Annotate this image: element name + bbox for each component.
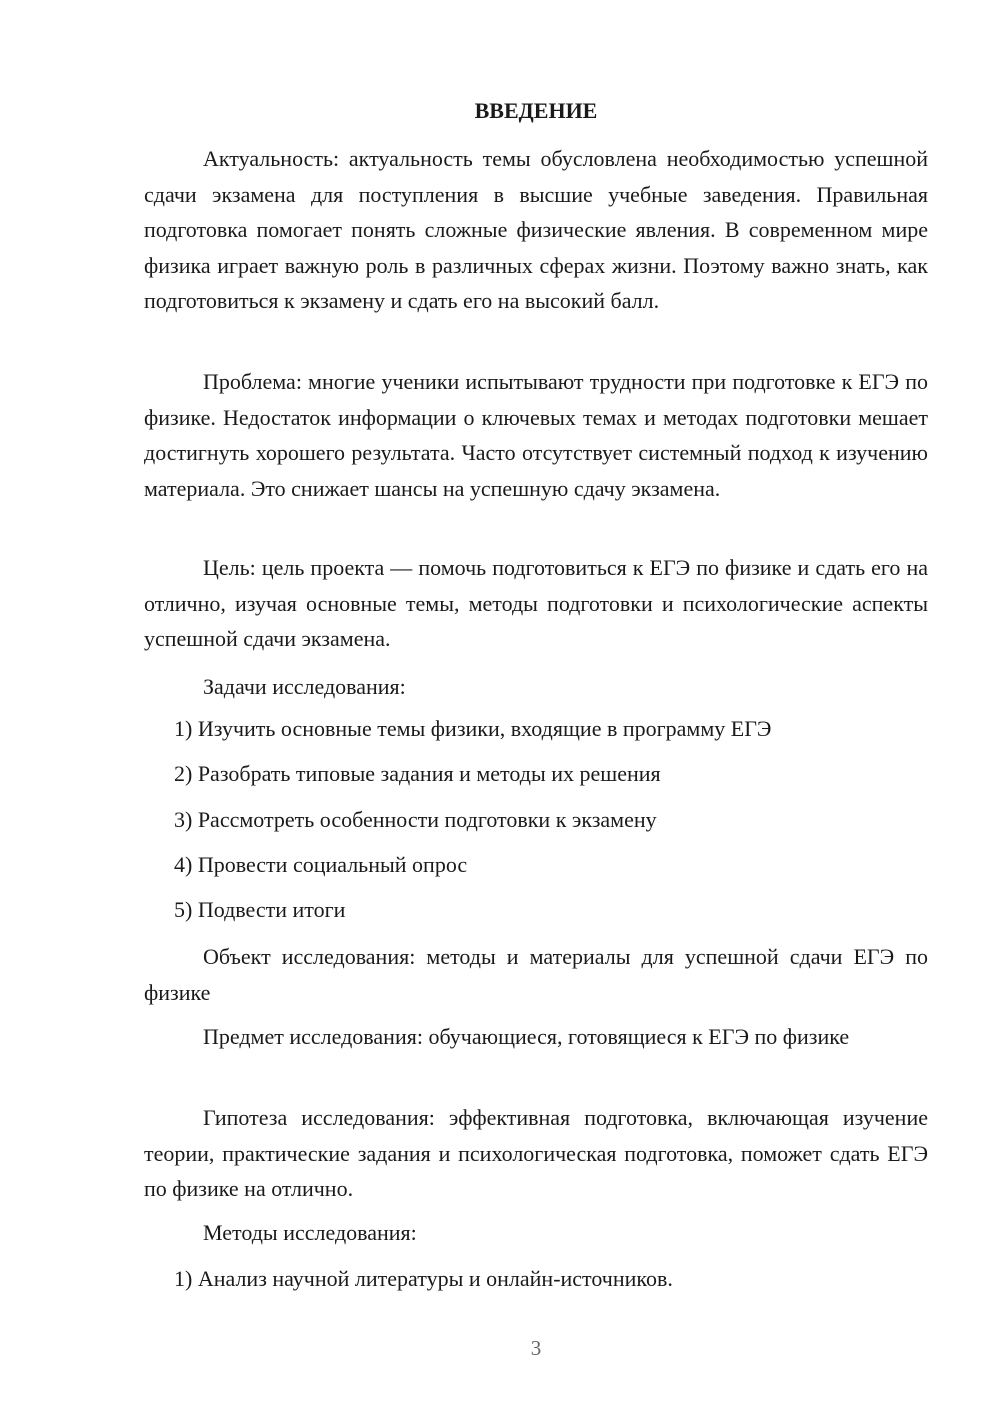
- paragraph-object: Объект исследования: методы и материалы для успешной сдачи ЕГЭ по физике: [144, 944, 928, 1005]
- task-item: 2) Разобрать типовые задания и методы их решения: [174, 761, 661, 786]
- task-item: 5) Подвести итоги: [174, 897, 346, 922]
- paragraph-problem: Проблема: многие ученики испытывают трудности при подготовке к ЕГЭ по физике. Недостаток информации о ключевых темах и методах подготовки мешает достигнуть хорошего результата. Часто отсутствует системный подход к изучению материала. Это снижает шансы на успешную сдачу экзамена.: [144, 369, 928, 501]
- methods-heading: Методы исследования:: [203, 1220, 417, 1245]
- paragraph-hypothesis: Гипотеза исследования: эффективная подготовка, включающая изучение теории, практические задания и психологическая подготовка, поможет сдать ЕГЭ по физике на отлично.: [144, 1105, 928, 1201]
- task-item: 3) Рассмотреть особенности подготовки к экзамену: [174, 807, 657, 832]
- paragraph-subject: Предмет исследования: обучающиеся, готовящиеся к ЕГЭ по физике: [203, 1024, 850, 1049]
- method-item: 1) Анализ научной литературы и онлайн-источников.: [174, 1266, 673, 1291]
- paragraph-goal: Цель: цель проекта — помочь подготовиться к ЕГЭ по физике и сдать его на отлично, изучая основные темы, методы подготовки и психологические аспекты успешной сдачи экзамена.: [144, 555, 928, 651]
- task-item: 4) Провести социальный опрос: [174, 852, 468, 877]
- paragraph-relevance: Актуальность: актуальность темы обусловлена необходимостью успешной сдачи экзамена для поступления в высшие учебные заведения. Правильная подготовка помогает понять сложные физические явления. В современном мире физика играет важную роль в различных сферах жизни. Поэтому важно знать, как подготовиться к экзамену и сдать его на высокий балл.: [144, 146, 928, 313]
- task-item: 1) Изучить основные темы физики, входящие в программу ЕГЭ: [174, 716, 772, 741]
- tasks-heading: Задачи исследования:: [203, 674, 406, 699]
- page-number: 3: [530, 1336, 542, 1360]
- section-title: ВВЕДЕНИЕ: [474, 98, 598, 123]
